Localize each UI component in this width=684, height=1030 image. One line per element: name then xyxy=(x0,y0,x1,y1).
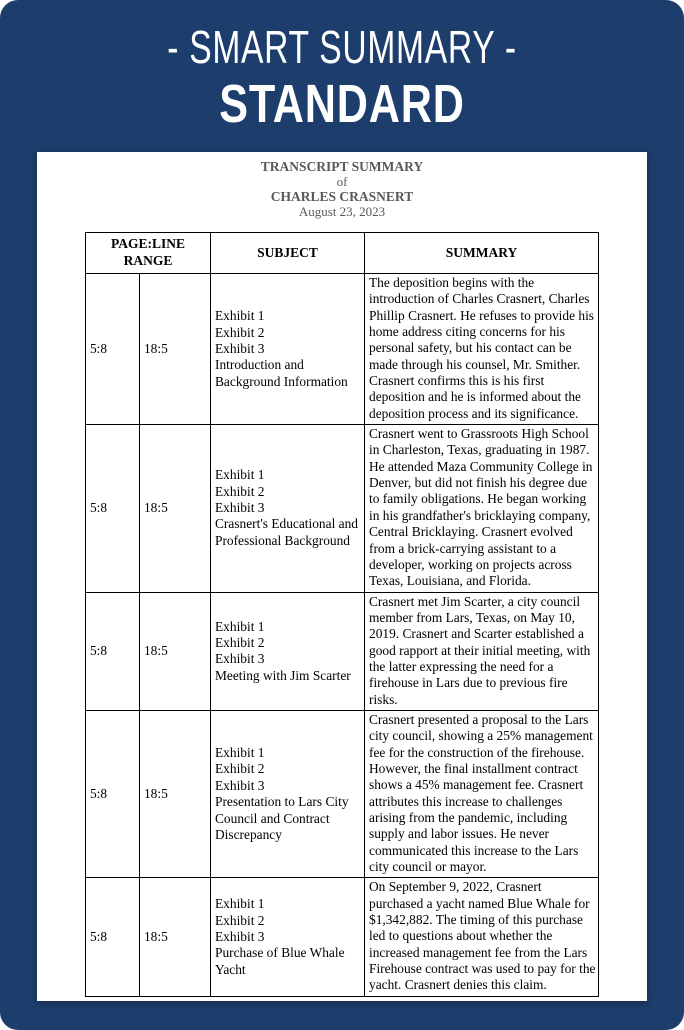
header-row xyxy=(85,233,598,274)
document-title-connector: of xyxy=(336,174,348,189)
summary-table xyxy=(85,232,599,997)
page-line-start-cell: 5:8 xyxy=(85,274,139,425)
subject-line: Purchase of Blue Whale Yacht xyxy=(215,945,345,977)
subject-line: Exhibit 3 xyxy=(215,500,265,516)
subject-line: Exhibit 3 xyxy=(215,777,265,793)
page-line-end-cell: 18:5 xyxy=(139,592,210,710)
subject-line: Exhibit 3 xyxy=(215,928,265,944)
document-heading xyxy=(37,152,647,219)
summary-table-body xyxy=(85,274,598,997)
subject-line: Exhibit 1 xyxy=(215,618,265,634)
page-line-start-cell: 5:8 xyxy=(85,592,139,710)
subject-line: Exhibit 2 xyxy=(215,324,265,340)
summary-cell: Crasnert presented a proposal to the Lars city council, showing a 25% management fee for the construction of the firehouse. However, the final installment contract shows a 45% management fee. Crasnert attributes this increase to challenges arising from the pandemic, including supply and labor issues. He never communicated this increase to the Lars city council or mayor. xyxy=(365,710,599,877)
table-row xyxy=(85,425,598,592)
subject-cell xyxy=(211,878,365,996)
subject-line: Exhibit 2 xyxy=(215,483,265,499)
subject-cell xyxy=(211,592,365,710)
summary-cell: Crasnert went to Grassroots High School in Charleston, Texas, graduating in 1987. He attended Maza Community College in Denver, but did not finish his degree due to family obligations. He began working in his grandfather's bricklaying company, Central Bricklaying. Crasnert evolved from a brick-carrying assistant to a developer, working on projects across Texas, Louisiana, and Florida. xyxy=(365,425,599,592)
document-title: TRANSCRIPT SUMMARY xyxy=(260,159,424,174)
column-header-summary: SUMMARY xyxy=(365,233,599,274)
page-line-end-cell: 18:5 xyxy=(139,425,210,592)
document-page xyxy=(37,152,647,1001)
table-row xyxy=(85,878,598,996)
column-header-subject: SUBJECT xyxy=(211,233,365,274)
subject-line: Presentation to Lars City Council and Contract Discrepancy xyxy=(215,794,349,842)
subject-line: Exhibit 1 xyxy=(215,896,265,912)
page-line-start-cell: 5:8 xyxy=(85,878,139,996)
subject-line: Introduction and Background Information xyxy=(215,357,348,389)
column-header-page-line-range: PAGE:LINE RANGE xyxy=(85,233,210,274)
subject-line: Exhibit 3 xyxy=(215,651,265,667)
subject-line: Exhibit 3 xyxy=(215,340,265,356)
subject-line: Crasnert's Educational and Professional Background xyxy=(215,516,358,548)
subject-line: Meeting with Jim Scarter xyxy=(215,667,351,683)
page-line-end-cell: 18:5 xyxy=(139,710,210,877)
page-line-end-cell: 18:5 xyxy=(139,274,210,425)
subject-line: Exhibit 1 xyxy=(215,308,265,324)
summary-cell: The deposition begins with the introduction of Charles Crasnert, Charles Phillip Crasnert. He refuses to provide his home address citing concerns for his personal safety, but his contact can be made through his counsel, Mr. Smither. Crasnert confirms this is his first deposition and he is informed about the deposition process and its significance. xyxy=(365,274,599,425)
page-line-end-cell: 18:5 xyxy=(139,878,210,996)
subject-line: Exhibit 2 xyxy=(215,761,265,777)
banner xyxy=(0,0,684,134)
subject-cell xyxy=(211,710,365,877)
page-line-start-cell: 5:8 xyxy=(85,710,139,877)
table-row xyxy=(85,592,598,710)
banner-title: - SMART SUMMARY - xyxy=(167,21,517,73)
subject-cell xyxy=(211,274,365,425)
table-row xyxy=(85,274,598,425)
banner-subtitle: STANDARD xyxy=(219,73,465,134)
subject-line: Exhibit 1 xyxy=(215,467,265,483)
subject-line: Exhibit 2 xyxy=(215,634,265,650)
table-row xyxy=(85,710,598,877)
subject-line: Exhibit 1 xyxy=(215,745,265,761)
subject-cell xyxy=(211,425,365,592)
page-line-start-cell: 5:8 xyxy=(85,425,139,592)
summary-cell: On September 9, 2022, Crasnert purchased a yacht named Blue Whale for $1,342,882. The timing of this purchase led to questions about whether the increased management fee from the Lars Firehouse contract was used to pay for the yacht. Crasnert denies this claim. xyxy=(365,878,599,996)
subject-line: Exhibit 2 xyxy=(215,912,265,928)
summary-table-header xyxy=(85,233,598,274)
summary-cell: Crasnert met Jim Scarter, a city council member from Lars, Texas, on May 10, 2019. Crasnert and Scarter established a good rapport at their initial meeting, with the latter expressing the need for a firehouse in Lars due to previous fire risks. xyxy=(365,592,599,710)
deposition-date: August 23, 2023 xyxy=(298,204,386,219)
deponent-name: CHARLES CRASNERT xyxy=(270,189,414,204)
